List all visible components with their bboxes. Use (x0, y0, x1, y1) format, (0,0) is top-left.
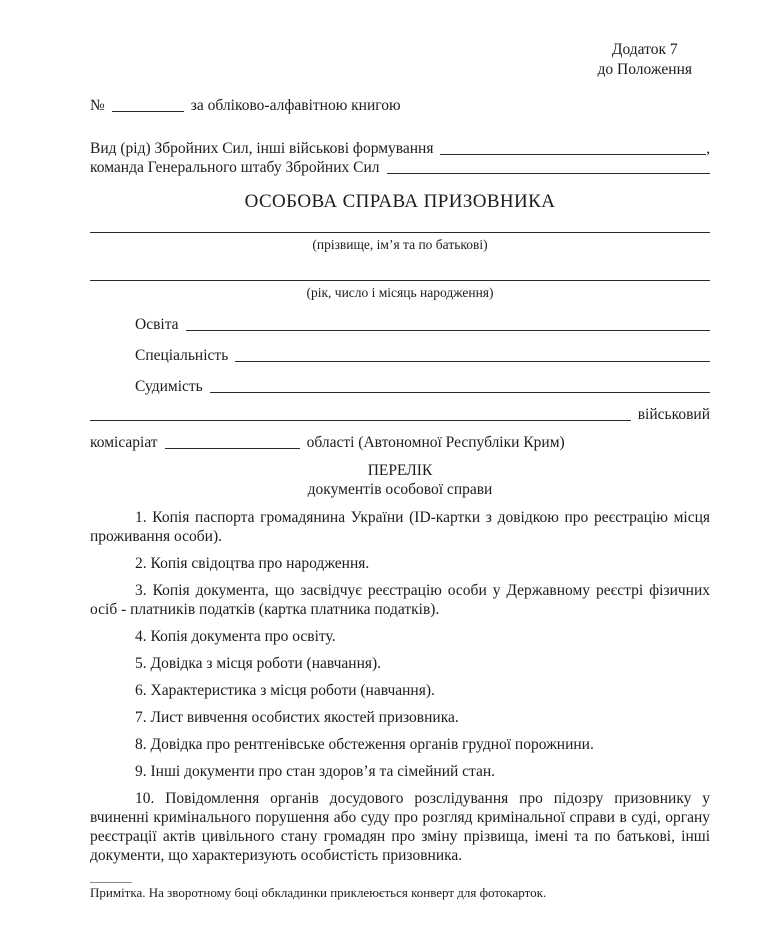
annex-line-2: до Положення (597, 61, 692, 78)
name-blank-line (90, 214, 710, 233)
branch-line (90, 139, 710, 158)
list-item-4: 4. Копія документа про освіту. (135, 628, 336, 645)
list-item-6: 6. Характеристика з місця роботи (навчання). (135, 682, 435, 699)
education-blank (186, 328, 710, 331)
list-item-1: 1. Копія паспорта громадянина України (ID-картки з довідкою про реєстрацію місця проживання особи). (90, 509, 710, 545)
documents-list (90, 508, 710, 865)
list-heading (90, 461, 710, 499)
commissariat-name-blank (90, 418, 631, 421)
list-item-8: 8. Довідка про рентгенівське обстеження органів грудної порожнини. (135, 736, 594, 753)
number-line-text: за обліково-алфавітною книгою (190, 97, 401, 114)
list-item-5: 5. Довідка з місця роботи (навчання). (135, 655, 382, 672)
commissariat-label: комісаріат (90, 434, 158, 451)
branch-blank (440, 152, 706, 155)
military-word-line (90, 405, 710, 424)
command-label: команда Генерального штабу Збройних Сил (90, 159, 380, 176)
list-item-9: 9. Інші документи про стан здоров’я та сімейний стан. (135, 763, 496, 780)
annex-line-1: Додаток 7 (611, 41, 678, 58)
education-label: Освіта (135, 316, 179, 333)
specialty-blank (235, 359, 710, 362)
name-caption: (прізвище, ім’я та по батькові) (312, 237, 488, 252)
list-item-2: 2. Копія свідоцтва про народження. (135, 555, 370, 572)
list-heading-line-1: ПЕРЕЛІК (367, 462, 433, 479)
region-text: області (Автономної Республіки Крим) (306, 434, 565, 451)
conviction-label: Судимість (135, 378, 203, 395)
birthdate-caption: (рік, число і місяць народження) (306, 285, 494, 300)
list-item-3: 3. Копія документа, що засвідчує реєстрацію особи у Державному реєстрі фізичних осіб - платників податків (картка платника податків). (90, 582, 710, 618)
military-word: військовий (637, 406, 710, 423)
command-line (90, 158, 710, 177)
conviction-field (90, 377, 710, 396)
birthdate-blank-line (90, 253, 710, 281)
list-heading-line-2: документів особової справи (307, 481, 493, 498)
conviction-blank (210, 390, 710, 393)
specialty-label: Спеціальність (135, 347, 229, 364)
footnote-text: Примітка. На зворотному боці обкладинки приклеюється конверт для фотокарток. (90, 885, 547, 900)
list-item-7: 7. Лист вивчення особистих якостей призовника. (135, 709, 459, 726)
command-blank (387, 171, 711, 174)
education-field (90, 315, 710, 334)
list-item-10: 10. Повідомлення органів досудового розслідування про підозру призовнику у вчиненні кримінального порушення або суду про розгляд кримінальної справи в суді, органу реєстрації актів цивільного стану громадян про зміну прізвища, імені та по батькові, інші документи, що характеризують особистість призовника. (90, 790, 710, 864)
number-sign: № (90, 97, 105, 114)
specialty-field (90, 346, 710, 365)
branch-comma: , (706, 140, 710, 157)
page-title: ОСОБОВА СПРАВА ПРИЗОВНИКА (244, 191, 556, 212)
footnote-divider (90, 882, 132, 883)
commissariat-blank (165, 446, 300, 449)
number-blank (112, 109, 184, 112)
annex-block (598, 40, 692, 80)
branch-label: Вид (рід) Збройних Сил, інші військові формування (90, 140, 434, 157)
commissariat-line (90, 433, 710, 452)
number-line (90, 96, 710, 115)
